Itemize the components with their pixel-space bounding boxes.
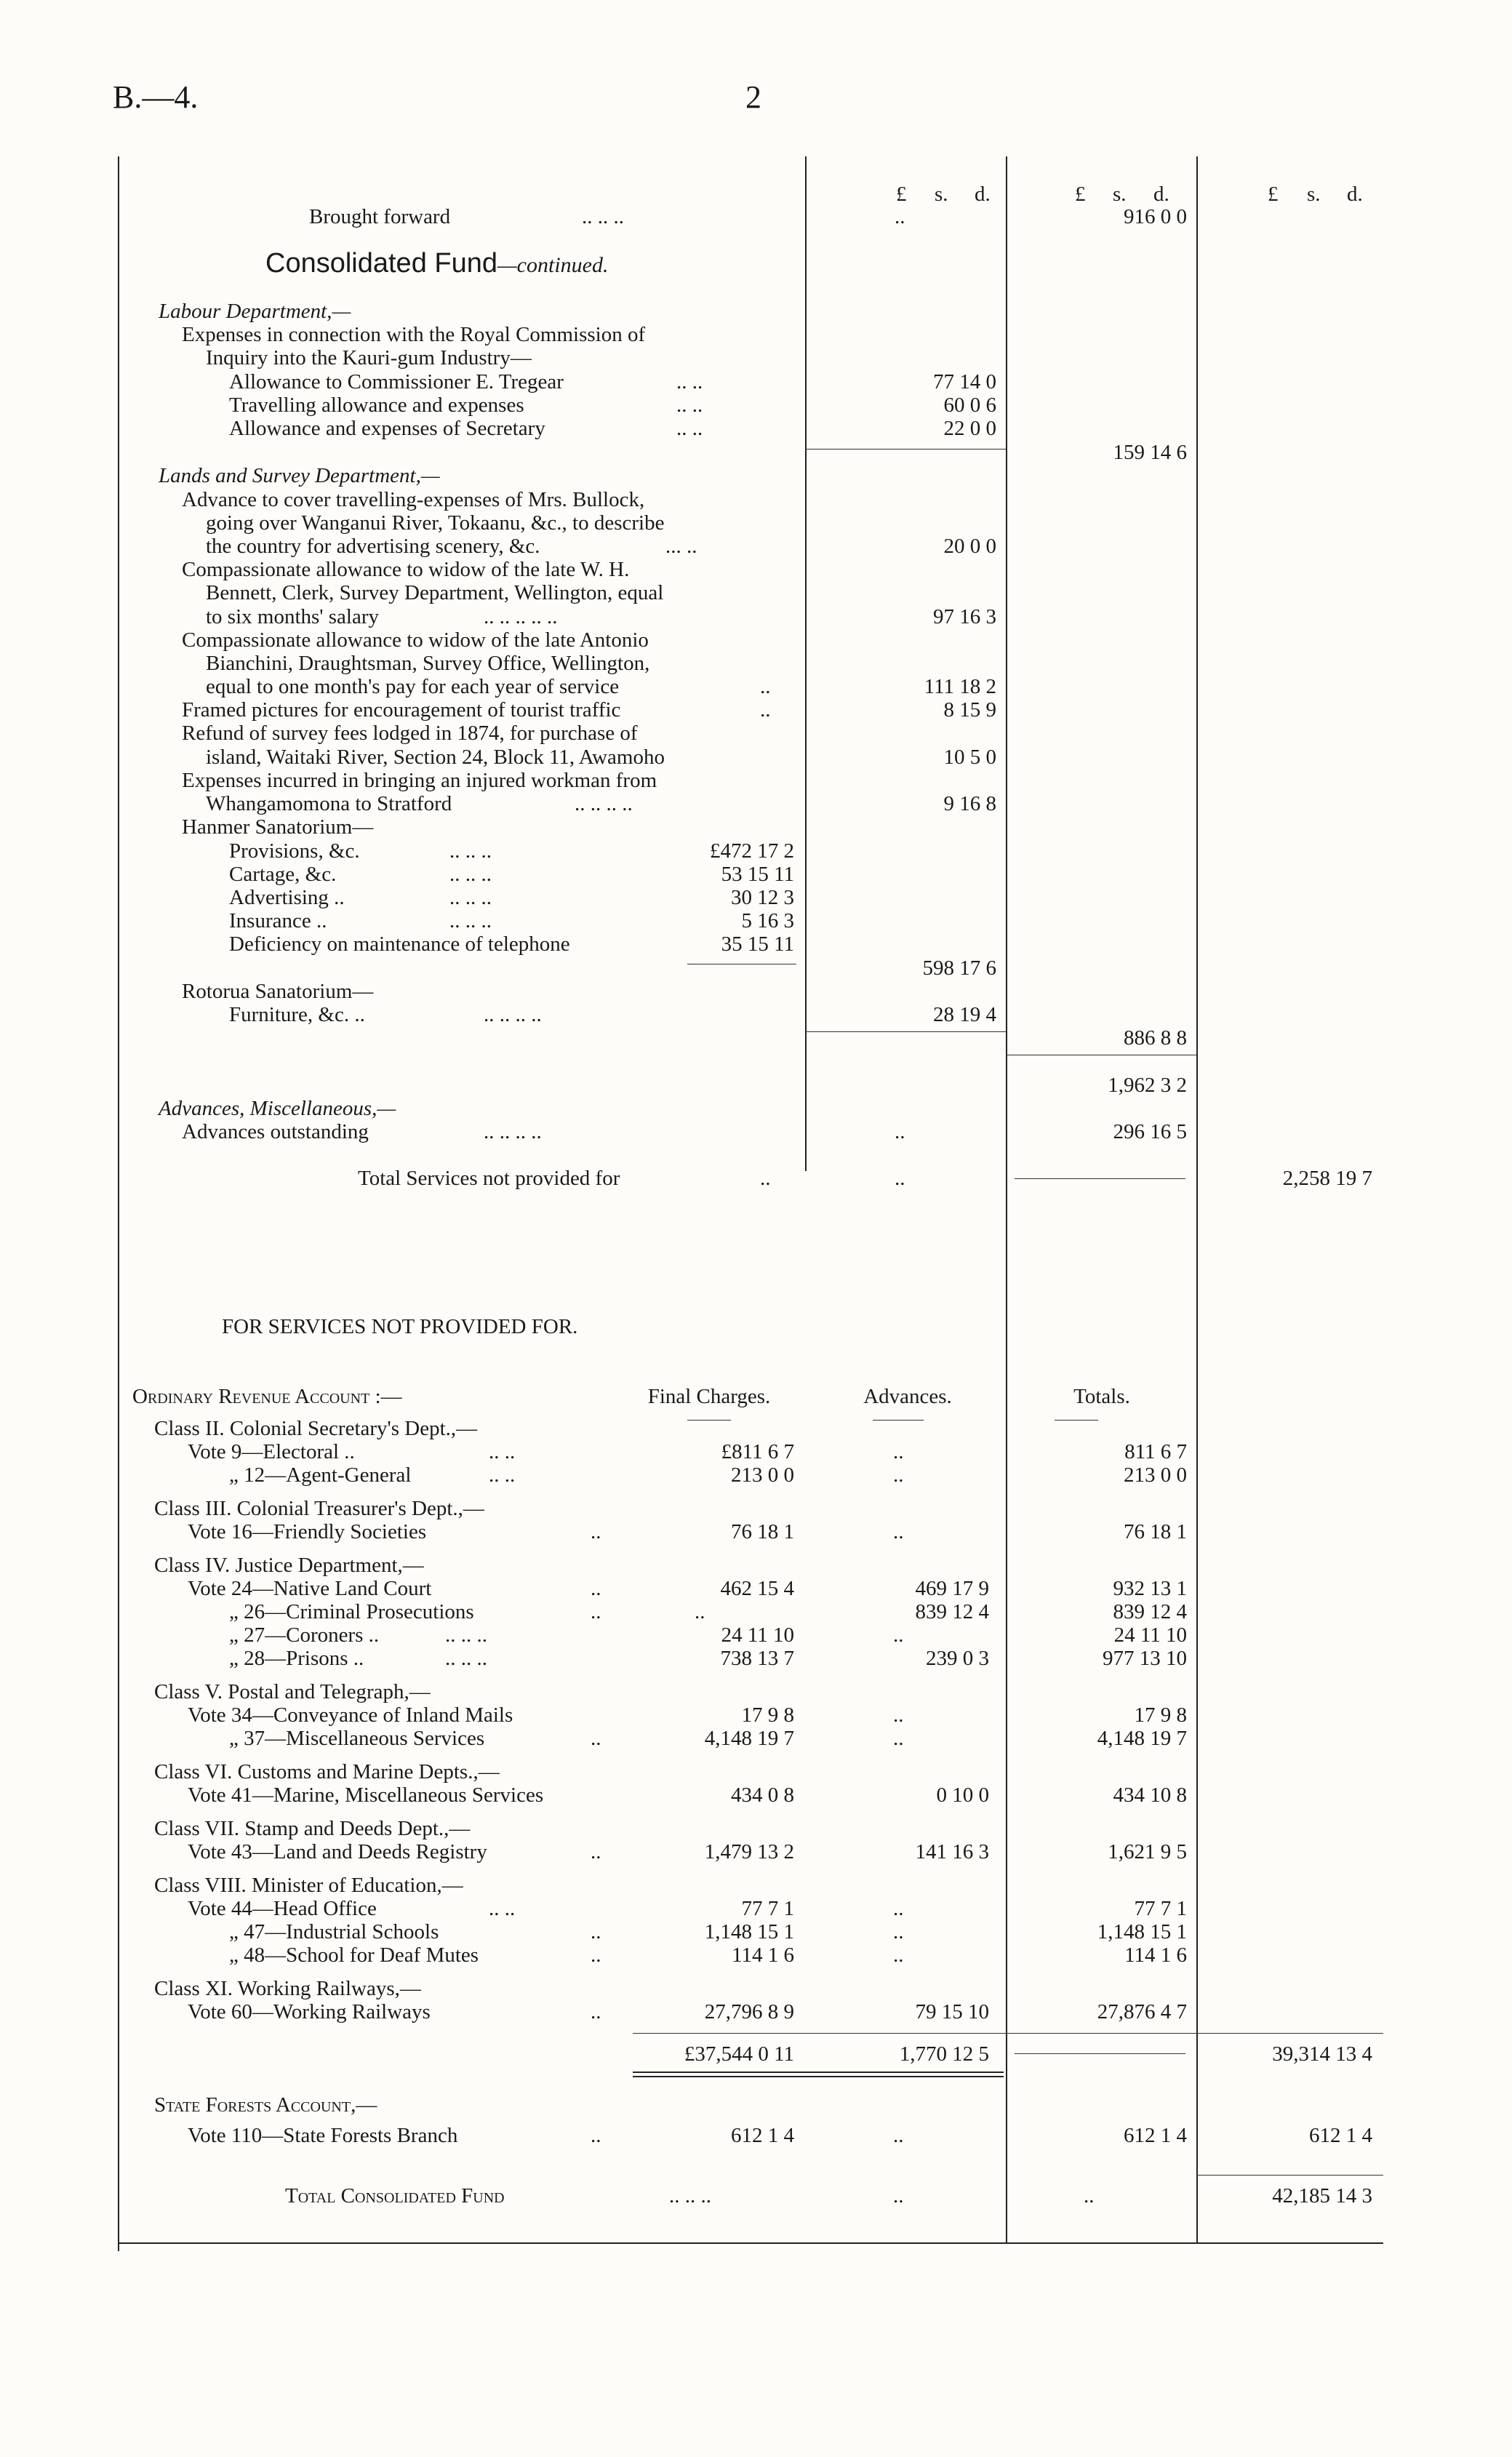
vote-text: Vote 60—Working Railways [188, 2000, 431, 2023]
total-value: 434 10 8 [1113, 1783, 1187, 1807]
advance-value: .. [893, 1703, 904, 1727]
final-charge-value: 27,796 8 9 [704, 2000, 794, 2023]
sub-value: 53 15 11 [721, 863, 794, 886]
advance-value: 469 17 9 [915, 1577, 989, 1600]
brought-forward-label: Brought forward [309, 205, 451, 228]
leader-dots: .. .. .. .. .. [484, 605, 558, 628]
col1-shilling: s. [935, 183, 948, 206]
account-heading: State Forests Account,— [154, 2093, 377, 2117]
col2-pence: d. [1153, 183, 1169, 206]
item-text: Refund of survey fees lodged in 1874, for purchase of [182, 722, 638, 745]
col1-value: .. [895, 1120, 905, 1143]
leader-dots: .. [591, 1920, 601, 1943]
department-heading: Lands and Survey Department,— [159, 464, 440, 487]
item-text: Hanmer Sanatorium— [182, 815, 374, 839]
section-heading-title: Consolidated Fund [265, 248, 497, 279]
advance-value: .. [893, 1920, 904, 1943]
class-heading: Class II. Colonial Secretary's Dept.,— [154, 1417, 478, 1440]
item-text: Insurance .. [229, 909, 327, 932]
leader-dots: .. [760, 1167, 771, 1190]
vote-text: „ 27—Coroners .. [229, 1623, 380, 1647]
item-text: Bennett, Clerk, Survey Department, Wellington, equal [206, 581, 664, 604]
col1-pound: £ [896, 183, 907, 206]
final-charge-value: 434 0 8 [731, 1783, 794, 1807]
total-rule [1015, 2053, 1185, 2054]
class-heading: Class V. Postal and Telegraph,— [154, 1680, 431, 1703]
grand-total-value: 42,185 14 3 [1272, 2184, 1372, 2208]
vote-text: „ 12—Agent-General [229, 1463, 412, 1487]
advances-header: Advances. [863, 1385, 952, 1408]
leader-dots: .. .. .. [449, 863, 492, 886]
total-value: 213 0 0 [1124, 1463, 1187, 1487]
document-reference: B.—4. [113, 79, 199, 115]
leader-dots: .. [591, 1727, 601, 1750]
leader-dots: .. [760, 698, 771, 722]
advance-value: 239 0 3 [926, 1647, 989, 1670]
col2-value: 1,962 3 2 [1108, 1074, 1187, 1097]
subtotal-rule [633, 2033, 1383, 2034]
total-label: Total Consolidated Fund [285, 2184, 505, 2208]
class-heading: Class VIII. Minister of Education,— [154, 1874, 463, 1897]
total-value: 77 7 1 [1134, 1897, 1187, 1920]
vote-text: Vote 16—Friendly Societies [188, 1520, 427, 1543]
grand-value: 612 1 4 [1309, 2124, 1372, 2147]
item-text: Compassionate allowance to widow of the late Antonio [182, 628, 649, 652]
item-text: Furniture, &c. .. [229, 1003, 365, 1026]
left-border [118, 156, 119, 2251]
item-text: Advances outstanding [182, 1120, 369, 1143]
leader-dots: .. [591, 1577, 601, 1600]
vote-text: Vote 110—State Forests Branch [188, 2124, 458, 2147]
item-text: Allowance to Commissioner E. Tregear [229, 370, 564, 393]
final-charge-value: 114 1 6 [732, 1943, 794, 1967]
item-text: Allowance and expenses of Secretary [229, 417, 545, 440]
total-value: 932 13 1 [1113, 1577, 1187, 1600]
header-rule [1055, 1420, 1098, 1421]
vote-text: Vote 24—Native Land Court [188, 1577, 432, 1600]
advance-value: .. [893, 2124, 904, 2147]
total-value: 612 1 4 [1124, 2124, 1187, 2147]
final-charge-value: 612 1 4 [731, 2124, 794, 2147]
vote-text: Vote 43—Land and Deeds Registry [188, 1840, 487, 1863]
subtotal-rule [805, 449, 1006, 450]
vote-text: „ 37—Miscellaneous Services [229, 1727, 485, 1750]
total-value: 839 12 4 [1113, 1600, 1187, 1623]
item-text: Expenses incurred in bringing an injured workman from [182, 769, 657, 792]
total-value: 76 18 1 [1124, 1520, 1187, 1543]
advance-value: .. [893, 1623, 904, 1647]
vote-text: „ 47—Industrial Schools [229, 1920, 439, 1943]
col1-value: 9 16 8 [943, 792, 996, 815]
advance-value: .. [893, 1440, 904, 1463]
item-text: going over Wanganui River, Tokaanu, &c., to describe [206, 511, 665, 535]
advance-value: .. [893, 1897, 904, 1920]
total-value: .. [1084, 2184, 1095, 2208]
advance-value: .. [893, 1520, 904, 1543]
leader-dots: .. .. .. .. [484, 1120, 542, 1143]
class-heading: Class XI. Working Railways,— [154, 1977, 421, 2000]
class-heading: Class VII. Stamp and Deeds Dept.,— [154, 1817, 471, 1840]
advance-value: 839 12 4 [915, 1600, 989, 1623]
leader-dots: .. [591, 2124, 601, 2147]
advance-value: 141 16 3 [915, 1840, 989, 1863]
item-text: equal to one month's pay for each year of service [206, 675, 620, 698]
col1-value: 97 16 3 [933, 605, 996, 628]
final-charge-value: 4,148 19 7 [704, 1727, 794, 1750]
col2-value: 296 16 5 [1113, 1120, 1187, 1143]
vote-text: „ 28—Prisons .. [229, 1647, 364, 1670]
leader-dots: .. [591, 1600, 601, 1623]
vote-text: „ 26—Criminal Prosecutions [229, 1600, 474, 1623]
leader-dots: .. .. [676, 370, 703, 393]
total-label: Total Services not provided for [358, 1167, 620, 1190]
leader-dots: .. .. .. [449, 886, 492, 909]
item-text: Expenses in connection with the Royal Commission of [182, 323, 646, 346]
department-heading: Advances, Miscellaneous,— [159, 1097, 396, 1120]
col2-shilling: s. [1113, 183, 1127, 206]
section-heading-suffix: —continued. [497, 253, 609, 277]
section-heading [265, 247, 608, 279]
class-heading: Class VI. Customs and Marine Depts.,— [154, 1760, 500, 1783]
item-text: island, Waitaki River, Section 24, Block 11, Awamoho [206, 746, 665, 769]
col1-value: 77 14 0 [933, 370, 996, 393]
vote-text: Vote 41—Marine, Miscellaneous Services [188, 1783, 544, 1807]
account-heading: Ordinary Revenue Account :— [132, 1385, 402, 1408]
sub-value: £472 17 2 [710, 839, 794, 863]
department-heading: Labour Department,— [159, 300, 351, 323]
total-value: 1,148 15 1 [1097, 1920, 1187, 1943]
sub-value: 5 16 3 [741, 909, 794, 932]
col1-value: 28 19 4 [933, 1003, 996, 1026]
item-text: Cartage, &c. [229, 863, 337, 886]
leader-dots: .. .. .. [582, 205, 624, 228]
leader-dots: .. [591, 1520, 601, 1543]
col1-value: 10 5 0 [943, 746, 996, 769]
final-charge-value: 213 0 0 [731, 1463, 794, 1487]
col1-value: .. [895, 1167, 905, 1190]
subtotal-rule [805, 1031, 1006, 1032]
leader-dots: ... .. [665, 535, 697, 558]
col3-shilling: s. [1307, 183, 1321, 206]
item-text: the country for advertising scenery, &c. [206, 535, 540, 558]
total-rule [1015, 1178, 1185, 1179]
item-text: Bianchini, Draughtsman, Survey Office, Wellington, [206, 652, 650, 675]
item-text: Framed pictures for encouragement of tourist traffic [182, 698, 621, 722]
final-charge-value: 1,148 15 1 [704, 1920, 794, 1943]
item-text: Deficiency on maintenance of telephone [229, 932, 570, 956]
leader-dots: .. .. .. [669, 2184, 711, 2208]
item-text: Rotorua Sanatorium— [182, 980, 374, 1003]
final-charge-value: 1,479 13 2 [704, 1840, 794, 1863]
item-text: Advance to cover travelling-expenses of Mrs. Bullock, [182, 488, 645, 511]
totals-header: Totals. [1073, 1385, 1130, 1408]
leader-dots: .. .. [676, 393, 703, 417]
leader-dots: .. .. [489, 1440, 516, 1463]
section-title: FOR SERVICES NOT PROVIDED FOR. [222, 1315, 578, 1338]
col2-value: 159 14 6 [1113, 441, 1187, 464]
final-charge-value: £811 6 7 [721, 1440, 794, 1463]
final-charge-value: 17 9 8 [741, 1703, 794, 1727]
col1-value: 20 0 0 [943, 535, 996, 558]
leader-dots: .. [760, 675, 771, 698]
sub-value: 30 12 3 [731, 886, 794, 909]
item-text: Advertising .. [229, 886, 345, 909]
leader-dots: .. [591, 2000, 601, 2023]
advance-value: .. [893, 1943, 904, 1967]
advance-value: .. [893, 2184, 904, 2208]
final-charge-value: 462 15 4 [720, 1577, 794, 1600]
col1-value: 111 18 2 [924, 675, 996, 698]
total-value: 24 11 10 [1113, 1623, 1187, 1647]
item-text: Inquiry into the Kauri-gum Industry— [206, 346, 532, 369]
leader-dots: .. [591, 1840, 601, 1863]
page-number: 2 [745, 79, 761, 115]
total-value: 977 13 10 [1103, 1647, 1187, 1670]
final-charges-header: Final Charges. [647, 1385, 771, 1408]
advance-value: 79 15 10 [915, 2000, 989, 2023]
final-charges-total: £37,544 0 11 [684, 2042, 794, 2066]
item-text: Compassionate allowance to widow of the late W. H. [182, 558, 630, 581]
leader-dots: .. .. .. [445, 1647, 487, 1670]
col1-value: 8 15 9 [943, 698, 996, 722]
vote-text: „ 48—School for Deaf Mutes [229, 1943, 479, 1967]
final-charge-value: 77 7 1 [741, 1897, 794, 1920]
item-text: Whangamomona to Stratford [206, 792, 452, 815]
col1-value: 22 0 0 [943, 417, 996, 440]
vote-text: Vote 44—Head Office [188, 1897, 377, 1920]
col2-value: 916 0 0 [1124, 205, 1187, 228]
sub-value: 35 15 11 [721, 932, 794, 956]
leader-dots: .. .. [676, 417, 703, 440]
class-heading: Class IV. Justice Department,— [154, 1554, 424, 1577]
final-charge-value: .. [695, 1600, 705, 1623]
col2-left-rule [1006, 156, 1007, 2242]
col3-left-rule [1196, 156, 1198, 2242]
vote-text: Vote 34—Conveyance of Inland Mails [188, 1703, 513, 1727]
col3-pence: d. [1347, 183, 1363, 206]
advance-value: .. [893, 1727, 904, 1750]
total-value: 4,148 19 7 [1097, 1727, 1187, 1750]
total-value: 27,876 4 7 [1097, 2000, 1187, 2023]
advance-value: .. [893, 1463, 904, 1487]
col1-value: 60 0 6 [943, 393, 996, 417]
double-rule [633, 2072, 1004, 2073]
final-charge-value: 76 18 1 [731, 1520, 794, 1543]
total-value: 1,621 9 5 [1108, 1840, 1187, 1863]
double-rule [633, 2076, 1004, 2077]
advances-total: 1,770 12 5 [899, 2042, 989, 2066]
final-charge-value: 738 13 7 [720, 1647, 794, 1670]
leader-dots: .. .. .. [449, 839, 492, 863]
grand-value: 39,314 13 4 [1272, 2042, 1372, 2066]
bottom-border [118, 2242, 1383, 2244]
col2-value: 886 8 8 [1124, 1026, 1187, 1050]
total-value: 811 6 7 [1124, 1440, 1187, 1463]
class-heading: Class III. Colonial Treasurer's Dept.,— [154, 1497, 484, 1520]
leader-dots: .. .. .. .. [484, 1003, 542, 1026]
advance-value: 0 10 0 [936, 1783, 989, 1807]
total-value: 17 9 8 [1134, 1703, 1187, 1727]
total-rule [1196, 2175, 1383, 2176]
col1-value: .. [895, 205, 905, 228]
leader-dots: .. .. .. [445, 1623, 487, 1647]
item-text: Travelling allowance and expenses [229, 393, 524, 417]
final-charge-value: 24 11 10 [721, 1623, 794, 1647]
col1-pence: d. [975, 183, 991, 206]
leader-dots: .. [591, 1943, 601, 1967]
col3-pound: £ [1268, 183, 1279, 206]
leader-dots: .. .. .. .. [575, 792, 633, 815]
col1-value: 598 17 6 [922, 956, 996, 980]
header-rule [873, 1420, 924, 1421]
total-value: 114 1 6 [1124, 1943, 1187, 1967]
col1-left-rule [805, 156, 807, 1171]
col3-value: 2,258 19 7 [1282, 1167, 1372, 1190]
col2-pound: £ [1075, 183, 1086, 206]
leader-dots: .. .. [489, 1463, 516, 1487]
leader-dots: .. .. [489, 1897, 516, 1920]
vote-text: Vote 9—Electoral .. [188, 1440, 355, 1463]
item-text: Provisions, &c. [229, 839, 360, 863]
header-rule [687, 1420, 731, 1421]
item-text: to six months' salary [206, 605, 380, 628]
leader-dots: .. .. .. [449, 909, 492, 932]
